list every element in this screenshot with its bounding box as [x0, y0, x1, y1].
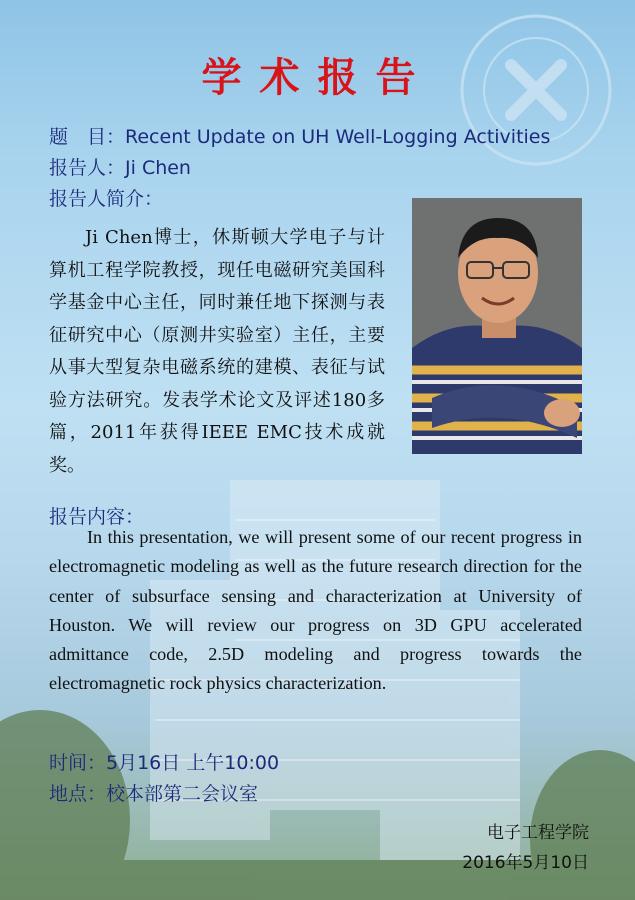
- abstract-text: In this presentation, we will present some of our recent progress in electromagnetic modeling as well as the future research direction for the center of subsurface sensing and characterization at University of Houston. We will review our progress on 3D GPU accelerated admittance code, 2.5D modeling and progress towards the electromagnetic rock physics characterization.: [49, 527, 582, 694]
- speaker-line: [49, 153, 191, 180]
- time-line: 时间：5月16日 上午10:00: [49, 752, 280, 774]
- organizer: 电子工程学院: [487, 823, 589, 843]
- speaker-photo: [412, 198, 582, 454]
- topic-text: Recent Update on UH Well-Logging Activities: [125, 126, 551, 148]
- issue-date: 2016年5月10日: [462, 853, 589, 873]
- topic-line: [49, 122, 550, 149]
- speaker-name: Ji Chen: [125, 157, 191, 179]
- topic-label: 题 目：: [49, 126, 126, 148]
- poster-title: 学术报告: [201, 55, 434, 101]
- location-line: 地点：校本部第二会议室: [49, 783, 259, 805]
- abstract-label: 报告内容：: [49, 506, 145, 528]
- speaker-bio: Ji Chen博士，休斯顿大学电子与计算机工程学院教授，现任电磁研究美国科学基金中心主任，同时兼任地下探测与表征研究中心（原测井实验室）主任，主要从事大型复杂电磁系统的建模、表征与试验方法研究。发表学术论文及评述180多篇，2011年获得IEEE EMC技术成就奖。: [49, 227, 385, 476]
- bio-label: 报告人简介：: [49, 188, 164, 210]
- speaker-portrait-illustration: [412, 198, 582, 454]
- speaker-label: 报告人：: [49, 157, 126, 179]
